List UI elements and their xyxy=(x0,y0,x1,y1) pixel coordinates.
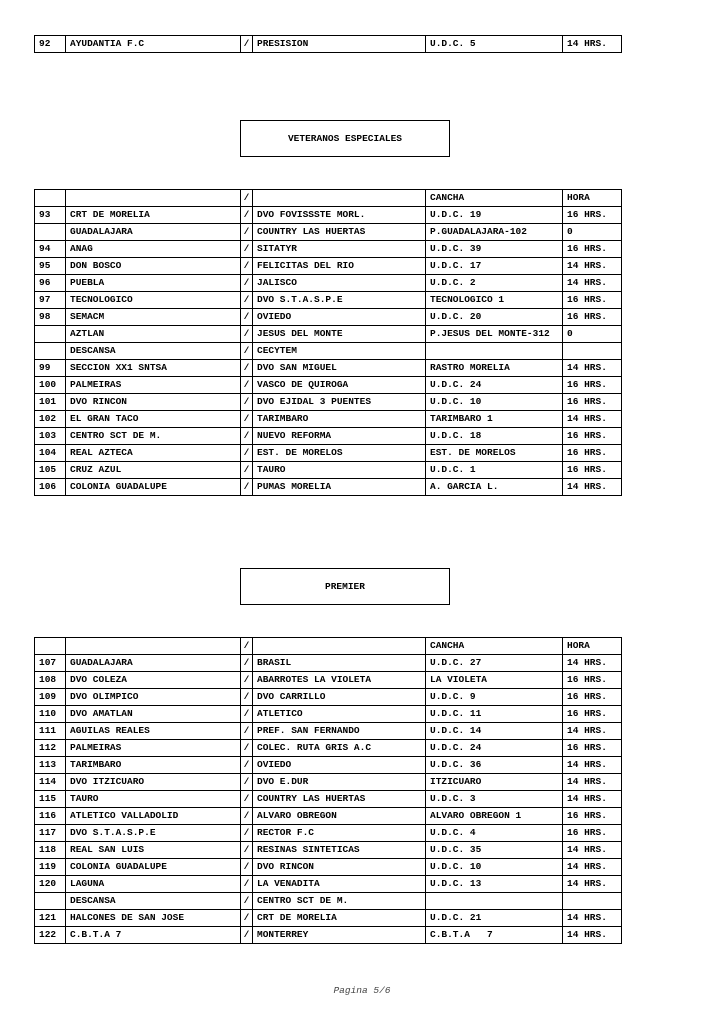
separator-cell: / xyxy=(241,842,253,859)
table-row xyxy=(35,36,622,53)
venue-cell: ALVARO OBREGON 1 xyxy=(426,808,563,825)
away-team-cell: CENTRO SCT DE M. xyxy=(253,893,426,910)
table-row xyxy=(35,258,622,275)
table-row xyxy=(35,808,622,825)
away-team-cell: SITATYR xyxy=(253,241,426,258)
away-team-cell: PRESISION xyxy=(253,36,426,53)
home-team-cell: TAURO xyxy=(66,791,241,808)
home-team-cell: DESCANSA xyxy=(66,893,241,910)
venue-cell: U.D.C. 4 xyxy=(426,825,563,842)
venue-cell: U.D.C. 3 xyxy=(426,791,563,808)
match-number-cell xyxy=(35,638,66,655)
home-team-cell: CRUZ AZUL xyxy=(66,462,241,479)
separator-cell: / xyxy=(241,394,253,411)
venue-cell: U.D.C. 5 xyxy=(426,36,563,53)
time-cell: 16 HRS. xyxy=(563,672,622,689)
home-team-cell: SEMACM xyxy=(66,309,241,326)
match-number-cell xyxy=(35,343,66,360)
away-team-cell: DVO EJIDAL 3 PUENTES xyxy=(253,394,426,411)
home-team-cell: REAL SAN LUIS xyxy=(66,842,241,859)
separator-cell: / xyxy=(241,825,253,842)
match-number-cell: 103 xyxy=(35,428,66,445)
fixtures-table-premier xyxy=(34,637,622,944)
section-title-veteranos xyxy=(240,120,450,157)
venue-cell: U.D.C. 10 xyxy=(426,394,563,411)
time-cell xyxy=(563,893,622,910)
away-team-cell: RESINAS SINTETICAS xyxy=(253,842,426,859)
match-number-cell: 113 xyxy=(35,757,66,774)
table-row xyxy=(35,241,622,258)
time-cell: 14 HRS. xyxy=(563,876,622,893)
home-team-cell: AGUILAS REALES xyxy=(66,723,241,740)
away-team-cell: DVO RINCON xyxy=(253,859,426,876)
home-team-cell xyxy=(66,638,241,655)
match-number-cell: 102 xyxy=(35,411,66,428)
venue-cell: U.D.C. 10 xyxy=(426,859,563,876)
venue-cell: U.D.C. 11 xyxy=(426,706,563,723)
match-number-cell xyxy=(35,224,66,241)
separator-cell: / xyxy=(241,411,253,428)
match-number-cell: 107 xyxy=(35,655,66,672)
time-cell: 14 HRS. xyxy=(563,723,622,740)
home-team-cell: DVO AMATLAN xyxy=(66,706,241,723)
fixtures-table-veteranos xyxy=(34,189,622,496)
away-team-cell xyxy=(253,190,426,207)
time-cell: 14 HRS. xyxy=(563,842,622,859)
match-number-cell: 118 xyxy=(35,842,66,859)
table-row xyxy=(35,309,622,326)
venue-cell: U.D.C. 20 xyxy=(426,309,563,326)
match-number-cell: 100 xyxy=(35,377,66,394)
away-team-cell: PUMAS MORELIA xyxy=(253,479,426,496)
separator-cell: / xyxy=(241,672,253,689)
separator-cell: / xyxy=(241,241,253,258)
match-number-cell: 94 xyxy=(35,241,66,258)
separator-cell: / xyxy=(241,723,253,740)
table-row xyxy=(35,842,622,859)
table-row xyxy=(35,292,622,309)
away-team-cell: DVO E.DUR xyxy=(253,774,426,791)
table-row xyxy=(35,825,622,842)
separator-cell: / xyxy=(241,326,253,343)
table-row xyxy=(35,445,622,462)
away-team-cell: NUEVO REFORMA xyxy=(253,428,426,445)
separator-cell: / xyxy=(241,774,253,791)
home-team-cell: CRT DE MORELIA xyxy=(66,207,241,224)
separator-cell: / xyxy=(241,445,253,462)
away-team-cell: COUNTRY LAS HUERTAS xyxy=(253,791,426,808)
venue-cell: C.B.T.A 7 xyxy=(426,927,563,944)
match-number-cell: 93 xyxy=(35,207,66,224)
table-row xyxy=(35,275,622,292)
match-number-cell: 98 xyxy=(35,309,66,326)
away-team-cell: FELICITAS DEL RIO xyxy=(253,258,426,275)
table-row xyxy=(35,740,622,757)
venue-cell: U.D.C. 14 xyxy=(426,723,563,740)
match-number-cell: 114 xyxy=(35,774,66,791)
time-cell xyxy=(563,343,622,360)
table-row xyxy=(35,876,622,893)
venue-cell: LA VIOLETA xyxy=(426,672,563,689)
match-number-cell: 121 xyxy=(35,910,66,927)
time-cell: 14 HRS. xyxy=(563,258,622,275)
away-team-cell: BRASIL xyxy=(253,655,426,672)
separator-cell: / xyxy=(241,689,253,706)
separator-cell: / xyxy=(241,638,253,655)
match-number-cell xyxy=(35,190,66,207)
table-header-row xyxy=(35,638,622,655)
away-team-cell: CRT DE MORELIA xyxy=(253,910,426,927)
table-row xyxy=(35,859,622,876)
table-row xyxy=(35,723,622,740)
table-header-row xyxy=(35,190,622,207)
table-row xyxy=(35,224,622,241)
table-row xyxy=(35,672,622,689)
table-row xyxy=(35,706,622,723)
away-team-cell: DVO CARRILLO xyxy=(253,689,426,706)
time-cell: 16 HRS. xyxy=(563,377,622,394)
home-team-cell: TARIMBARO xyxy=(66,757,241,774)
away-team-cell: CECYTEM xyxy=(253,343,426,360)
separator-cell: / xyxy=(241,428,253,445)
table-row xyxy=(35,893,622,910)
match-number-cell: 115 xyxy=(35,791,66,808)
match-number-cell: 95 xyxy=(35,258,66,275)
table-row xyxy=(35,774,622,791)
separator-cell: / xyxy=(241,224,253,241)
away-team-cell: ALVARO OBREGON xyxy=(253,808,426,825)
home-team-cell: PALMEIRAS xyxy=(66,740,241,757)
venue-cell: U.D.C. 21 xyxy=(426,910,563,927)
separator-cell: / xyxy=(241,706,253,723)
match-number-cell: 108 xyxy=(35,672,66,689)
away-team-cell: OVIEDO xyxy=(253,757,426,774)
match-number-cell: 116 xyxy=(35,808,66,825)
away-team-cell: LA VENADITA xyxy=(253,876,426,893)
home-team-cell: HALCONES DE SAN JOSE xyxy=(66,910,241,927)
time-cell: 0 xyxy=(563,224,622,241)
table-row xyxy=(35,394,622,411)
match-number-cell: 106 xyxy=(35,479,66,496)
separator-cell: / xyxy=(241,377,253,394)
home-team-cell: COLONIA GUADALUPE xyxy=(66,859,241,876)
table-row xyxy=(35,791,622,808)
venue-cell: U.D.C. 27 xyxy=(426,655,563,672)
home-team-cell: REAL AZTECA xyxy=(66,445,241,462)
venue-cell xyxy=(426,343,563,360)
venue-cell: U.D.C. 9 xyxy=(426,689,563,706)
venue-cell: U.D.C. 24 xyxy=(426,740,563,757)
match-number-cell xyxy=(35,893,66,910)
table-row xyxy=(35,462,622,479)
table-row xyxy=(35,411,622,428)
venue-cell xyxy=(426,893,563,910)
home-team-cell: AYUDANTIA F.C xyxy=(66,36,241,53)
match-number-cell xyxy=(35,326,66,343)
away-team-cell: COLEC. RUTA GRIS A.C xyxy=(253,740,426,757)
section-title-text: VETERANOS ESPECIALES xyxy=(287,133,403,144)
away-team-cell: ABARROTES LA VIOLETA xyxy=(253,672,426,689)
away-team-cell: DVO S.T.A.S.P.E xyxy=(253,292,426,309)
venue-cell: U.D.C. 2 xyxy=(426,275,563,292)
table-row xyxy=(35,927,622,944)
time-cell: 14 HRS. xyxy=(563,927,622,944)
venue-cell: U.D.C. 39 xyxy=(426,241,563,258)
separator-cell: / xyxy=(241,757,253,774)
table-row xyxy=(35,689,622,706)
separator-cell: / xyxy=(241,876,253,893)
time-cell: 16 HRS. xyxy=(563,292,622,309)
match-number-cell: 122 xyxy=(35,927,66,944)
match-number-cell: 111 xyxy=(35,723,66,740)
page-number: Pagina 5/6 xyxy=(333,985,391,996)
home-team-cell: COLONIA GUADALUPE xyxy=(66,479,241,496)
home-team-cell: LAGUNA xyxy=(66,876,241,893)
separator-cell: / xyxy=(241,808,253,825)
time-cell: 14 HRS. xyxy=(563,859,622,876)
table-row xyxy=(35,655,622,672)
section-title-premier xyxy=(240,568,450,605)
venue-cell: CANCHA xyxy=(426,638,563,655)
home-team-cell: DVO COLEZA xyxy=(66,672,241,689)
time-cell: 16 HRS. xyxy=(563,462,622,479)
away-team-cell: RECTOR F.C xyxy=(253,825,426,842)
home-team-cell: ANAG xyxy=(66,241,241,258)
table-row xyxy=(35,207,622,224)
home-team-cell: DVO OLIMPICO xyxy=(66,689,241,706)
match-number-cell: 99 xyxy=(35,360,66,377)
time-cell: 14 HRS. xyxy=(563,411,622,428)
match-number-cell: 110 xyxy=(35,706,66,723)
time-cell: 14 HRS. xyxy=(563,910,622,927)
away-team-cell: COUNTRY LAS HUERTAS xyxy=(253,224,426,241)
away-team-cell xyxy=(253,638,426,655)
match-number-cell: 120 xyxy=(35,876,66,893)
table-row xyxy=(35,479,622,496)
time-cell: 14 HRS. xyxy=(563,655,622,672)
table-row xyxy=(35,757,622,774)
separator-cell: / xyxy=(241,859,253,876)
away-team-cell: PREF. SAN FERNANDO xyxy=(253,723,426,740)
separator-cell: / xyxy=(241,360,253,377)
home-team-cell: EL GRAN TACO xyxy=(66,411,241,428)
away-team-cell: JALISCO xyxy=(253,275,426,292)
separator-cell: / xyxy=(241,462,253,479)
venue-cell: U.D.C. 18 xyxy=(426,428,563,445)
time-cell: 14 HRS. xyxy=(563,360,622,377)
home-team-cell xyxy=(66,190,241,207)
time-cell: 16 HRS. xyxy=(563,309,622,326)
table-row xyxy=(35,326,622,343)
home-team-cell: DVO ITZICUARO xyxy=(66,774,241,791)
match-number-cell: 97 xyxy=(35,292,66,309)
home-team-cell: CENTRO SCT DE M. xyxy=(66,428,241,445)
match-number-cell: 96 xyxy=(35,275,66,292)
venue-cell: TECNOLOGICO 1 xyxy=(426,292,563,309)
venue-cell: ITZICUARO xyxy=(426,774,563,791)
away-team-cell: TARIMBARO xyxy=(253,411,426,428)
venue-cell: EST. DE MORELOS xyxy=(426,445,563,462)
time-cell: 14 HRS. xyxy=(563,36,622,53)
separator-cell: / xyxy=(241,207,253,224)
table-row xyxy=(35,343,622,360)
time-cell: 14 HRS. xyxy=(563,275,622,292)
time-cell: 16 HRS. xyxy=(563,428,622,445)
venue-cell: RASTRO MORELIA xyxy=(426,360,563,377)
match-number-cell: 101 xyxy=(35,394,66,411)
separator-cell: / xyxy=(241,190,253,207)
venue-cell: CANCHA xyxy=(426,190,563,207)
time-cell: 0 xyxy=(563,326,622,343)
separator-cell: / xyxy=(241,309,253,326)
home-team-cell: DVO S.T.A.S.P.E xyxy=(66,825,241,842)
away-team-cell: EST. DE MORELOS xyxy=(253,445,426,462)
time-cell: 16 HRS. xyxy=(563,808,622,825)
home-team-cell: TECNOLOGICO xyxy=(66,292,241,309)
home-team-cell: DVO RINCON xyxy=(66,394,241,411)
separator-cell: / xyxy=(241,343,253,360)
time-cell: 16 HRS. xyxy=(563,394,622,411)
home-team-cell: PALMEIRAS xyxy=(66,377,241,394)
fixtures-table-top xyxy=(34,35,622,53)
match-number-cell: 119 xyxy=(35,859,66,876)
time-cell: 16 HRS. xyxy=(563,825,622,842)
home-team-cell: AZTLAN xyxy=(66,326,241,343)
home-team-cell: DON BOSCO xyxy=(66,258,241,275)
away-team-cell: OVIEDO xyxy=(253,309,426,326)
venue-cell: U.D.C. 13 xyxy=(426,876,563,893)
match-number-cell: 92 xyxy=(35,36,66,53)
time-cell: 16 HRS. xyxy=(563,241,622,258)
separator-cell: / xyxy=(241,910,253,927)
away-team-cell: TAURO xyxy=(253,462,426,479)
table-row xyxy=(35,910,622,927)
home-team-cell: ATLETICO VALLADOLID xyxy=(66,808,241,825)
time-cell: 16 HRS. xyxy=(563,740,622,757)
time-cell: 16 HRS. xyxy=(563,445,622,462)
separator-cell: / xyxy=(241,893,253,910)
venue-cell: U.D.C. 19 xyxy=(426,207,563,224)
separator-cell: / xyxy=(241,258,253,275)
time-cell: HORA xyxy=(563,638,622,655)
time-cell: HORA xyxy=(563,190,622,207)
separator-cell: / xyxy=(241,740,253,757)
time-cell: 16 HRS. xyxy=(563,706,622,723)
match-number-cell: 105 xyxy=(35,462,66,479)
match-number-cell: 117 xyxy=(35,825,66,842)
separator-cell: / xyxy=(241,479,253,496)
away-team-cell: DVO SAN MIGUEL xyxy=(253,360,426,377)
time-cell: 14 HRS. xyxy=(563,791,622,808)
venue-cell: U.D.C. 1 xyxy=(426,462,563,479)
separator-cell: / xyxy=(241,927,253,944)
venue-cell: A. GARCIA L. xyxy=(426,479,563,496)
time-cell: 16 HRS. xyxy=(563,689,622,706)
match-number-cell: 109 xyxy=(35,689,66,706)
away-team-cell: MONTERREY xyxy=(253,927,426,944)
home-team-cell: C.B.T.A 7 xyxy=(66,927,241,944)
venue-cell: P.JESUS DEL MONTE-312 xyxy=(426,326,563,343)
venue-cell: U.D.C. 35 xyxy=(426,842,563,859)
separator-cell: / xyxy=(241,292,253,309)
separator-cell: / xyxy=(241,791,253,808)
home-team-cell: SECCION XX1 SNTSA xyxy=(66,360,241,377)
section-title-text: PREMIER xyxy=(325,581,365,592)
venue-cell: P.GUADALAJARA-102 xyxy=(426,224,563,241)
away-team-cell: VASCO DE QUIROGA xyxy=(253,377,426,394)
venue-cell: U.D.C. 36 xyxy=(426,757,563,774)
away-team-cell: JESUS DEL MONTE xyxy=(253,326,426,343)
home-team-cell: GUADALAJARA xyxy=(66,655,241,672)
venue-cell: U.D.C. 17 xyxy=(426,258,563,275)
time-cell: 14 HRS. xyxy=(563,774,622,791)
table-row xyxy=(35,377,622,394)
table-row xyxy=(35,360,622,377)
away-team-cell: DVO FOVISSSTE MORL. xyxy=(253,207,426,224)
venue-cell: U.D.C. 24 xyxy=(426,377,563,394)
match-number-cell: 112 xyxy=(35,740,66,757)
time-cell: 16 HRS. xyxy=(563,207,622,224)
page-footer xyxy=(0,985,724,996)
table-row xyxy=(35,428,622,445)
match-number-cell: 104 xyxy=(35,445,66,462)
time-cell: 14 HRS. xyxy=(563,479,622,496)
home-team-cell: GUADALAJARA xyxy=(66,224,241,241)
separator-cell: / xyxy=(241,655,253,672)
home-team-cell: PUEBLA xyxy=(66,275,241,292)
time-cell: 14 HRS. xyxy=(563,757,622,774)
separator-cell: / xyxy=(241,275,253,292)
home-team-cell: DESCANSA xyxy=(66,343,241,360)
away-team-cell: ATLETICO xyxy=(253,706,426,723)
venue-cell: TARIMBARO 1 xyxy=(426,411,563,428)
separator-cell: / xyxy=(241,36,253,53)
